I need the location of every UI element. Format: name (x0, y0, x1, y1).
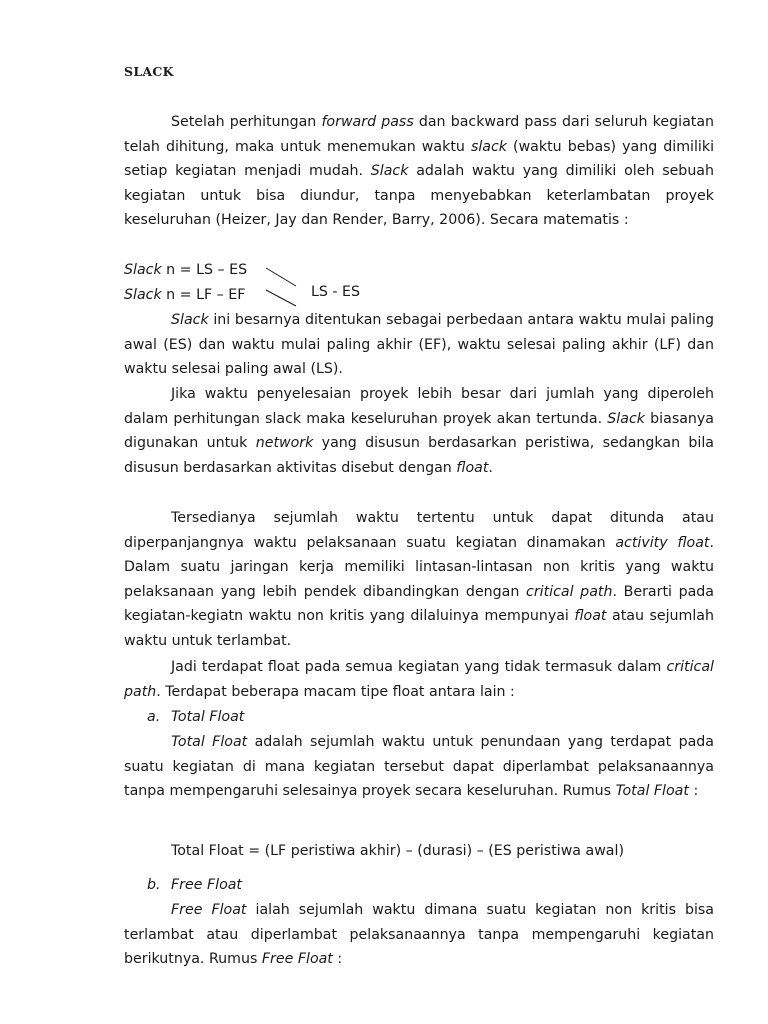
italic-term: Free Float (261, 951, 333, 968)
paragraph-float-types (124, 655, 714, 704)
list-label: a. (147, 709, 161, 725)
italic-term: Slack (124, 262, 162, 278)
text: Setelah perhitungan (171, 114, 322, 130)
paragraph-activity-float (124, 506, 714, 654)
text: . Terdapat beberapa macam tipe float antara lain : (156, 683, 515, 700)
connector-line-lower (266, 290, 296, 306)
formula-total-float: Total Float = (LF peristiwa akhir) – (durasi) – (ES peristiwa awal) (171, 843, 624, 859)
paragraph-slack-definition (124, 308, 714, 382)
connector-lines (262, 262, 302, 308)
paragraph-free-float (124, 898, 714, 972)
text: yang disusun berdasarkan peristiwa, sedangkan bila disusun berdasarkan aktivitas disebut dengan (124, 435, 714, 476)
italic-term: Total Float (171, 734, 248, 750)
section-heading: SLACK (124, 64, 174, 79)
text: adalah sejumlah waktu untuk penundaan yang terdapat pada suatu kegiatan di mana kegiatan tersebut dapat diperlambat pelaksanaannya tanpa mempengaruhi selesainya proyek secara keseluruhan. Rumus (124, 734, 714, 800)
italic-term: critical path (124, 659, 714, 700)
text: . Dalam suatu jaringan kerja memiliki lintasan-lintasan non kritis yang waktu pelaksanaan yang lebih pendek dibandingkan dengan (124, 534, 714, 600)
list-text: Total Float (171, 709, 245, 725)
italic-term: Total Float (615, 783, 689, 800)
text: (waktu bebas) yang dimiliki setiap kegiatan menjadi mudah. (124, 138, 715, 180)
text: Jadi terdapat float pada semua kegiatan yang tidak termasuk dalam (171, 659, 667, 675)
paragraph-slack-usage (124, 382, 714, 480)
text: atau sejumlah waktu untuk terlambat. (124, 608, 714, 649)
italic-term: network (255, 435, 314, 452)
italic-term: float (574, 608, 607, 625)
paragraph-total-float (124, 730, 714, 804)
text: dan backward pass dari seluruh kegiatan telah dihitung, maka untuk menemukan waktu (124, 114, 715, 155)
list-text: Free Float (171, 877, 242, 893)
italic-term: Slack (171, 312, 209, 328)
italic-term: activity float (615, 534, 710, 551)
italic-term: forward pass (321, 114, 414, 130)
text: . Berarti pada kegiatan-kegiatn waktu non kritis yang dilaluinya mempunyai (124, 583, 714, 625)
list-item-total-float (147, 705, 244, 730)
text: . (488, 459, 493, 476)
italic-term: critical path (526, 583, 613, 600)
equation-slack-lf (124, 283, 245, 308)
list-label: b. (147, 877, 161, 893)
text: adalah waktu yang dimiliki oleh sebuah kegiatan untuk bisa diundur, tanpa menyebabkan keterlambatan proyek keseluruhan (Heizer, Jay dan Render, Barry, 2006). Secara matematis : (124, 163, 714, 229)
italic-term: Slack (607, 410, 645, 427)
italic-term: Slack (124, 287, 162, 303)
text: biasanya digunakan untuk (124, 410, 714, 452)
italic-term: float (456, 459, 489, 476)
text: : (332, 951, 343, 968)
paragraph-slack-intro (124, 110, 714, 233)
italic-term: Free Float (171, 902, 247, 918)
equation-slack-ls (124, 258, 247, 283)
text: : (688, 783, 699, 800)
list-item-free-float (147, 873, 242, 898)
connector-line-upper (266, 268, 296, 286)
equation-note: LS - ES (311, 284, 361, 300)
italic-term: slack (470, 138, 507, 155)
italic-term: Slack (370, 163, 409, 180)
text: ialah sejumlah waktu dimana suatu kegiatan non kritis bisa terlambat atau diperlambat pelaksanaannya tanpa mempengaruhi kegiatan berikutnya. Rumus (124, 902, 715, 968)
text: Tersedianya sejumlah waktu tertentu untuk dapat ditunda atau diperpanjangnya waktu pelaksanaan suatu kegiatan dinamakan (124, 510, 714, 551)
text: n = LS – ES (161, 262, 248, 278)
text: Jika waktu penyelesaian proyek lebih besar dari jumlah yang diperoleh dalam perhitungan slack maka keseluruhan proyek akan tertunda. (124, 386, 714, 427)
text: ini besarnya ditentukan sebagai perbedaan antara waktu mulai paling awal (ES) dan waktu mulai paling akhir (EF), waktu selesai paling akhir (LF) dan waktu selesai paling awal (LS). (124, 312, 714, 378)
text: n = LF – EF (161, 287, 246, 303)
